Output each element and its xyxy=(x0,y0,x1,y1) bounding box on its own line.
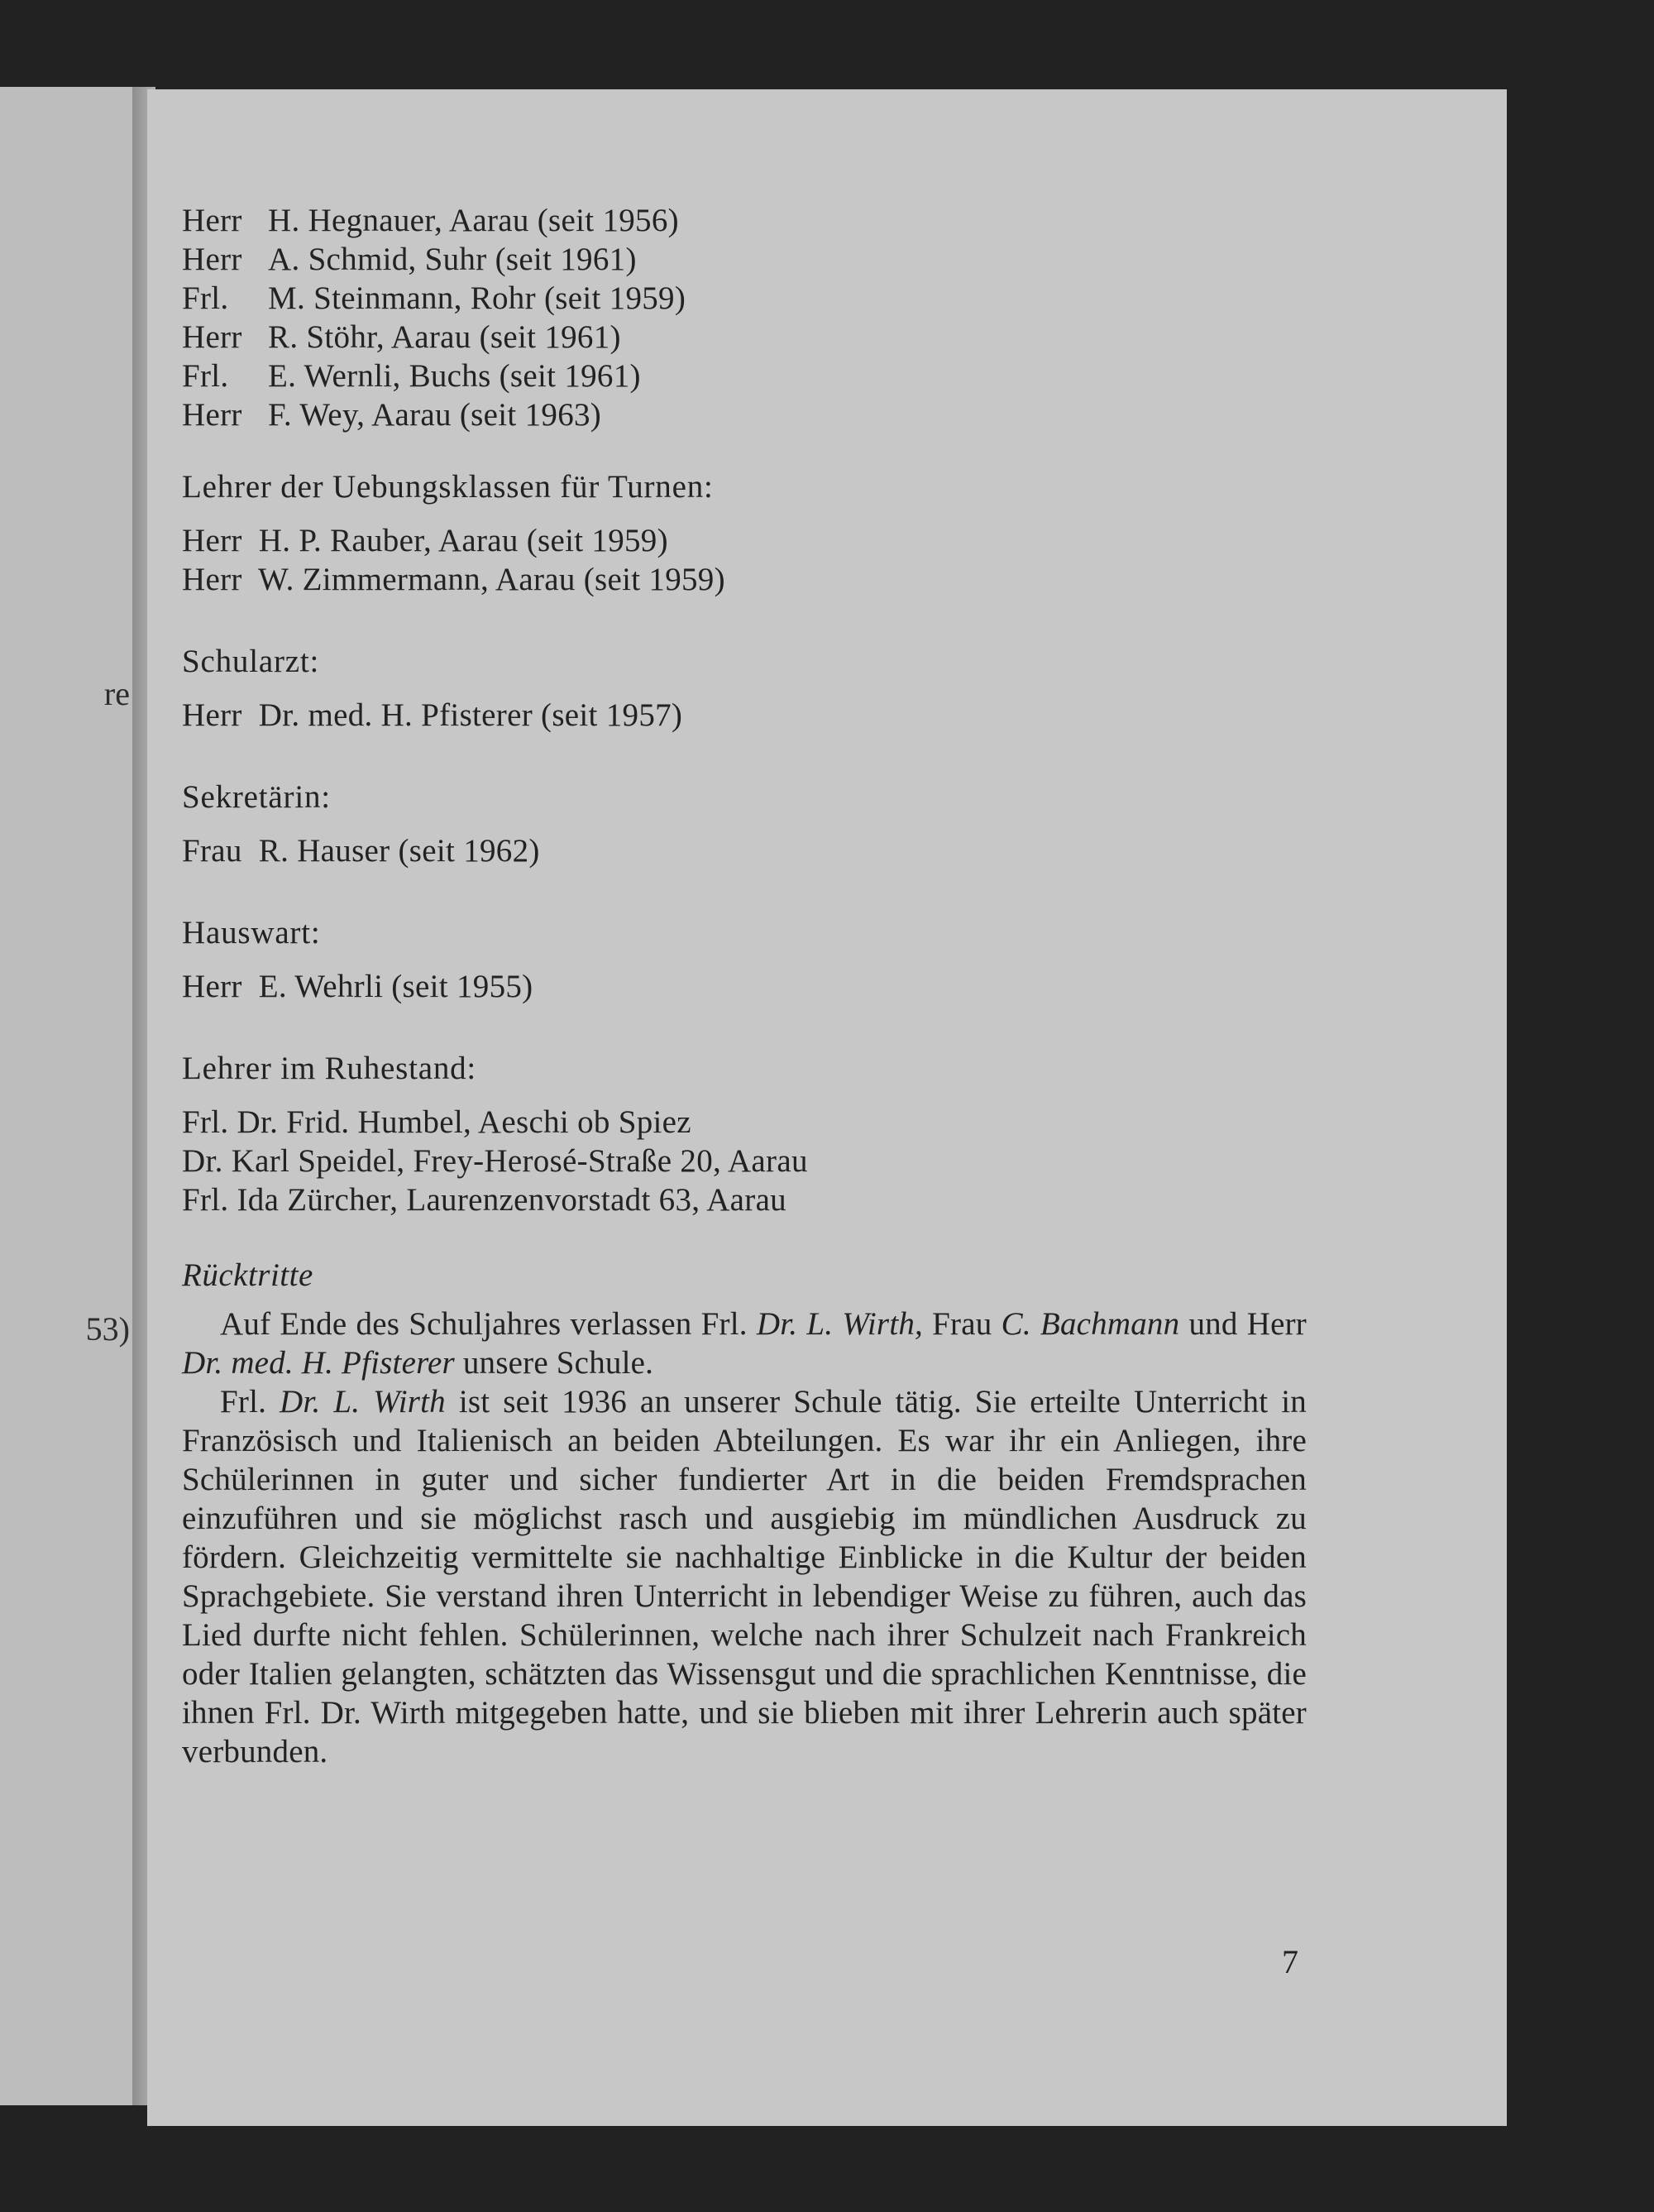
list-item: Frl. Ida Zürcher, Laurenzenvorstadt 63, Aarau xyxy=(182,1182,786,1218)
text-run: Frau xyxy=(923,1306,1001,1342)
text-run: ist seit 1936 an unserer Schule tätig. Sie erteilte Unterricht in Französisch und Italienisch an beiden Abteilungen. Es war ihr ein Anliegen, ihre Schülerinnen in guter und sicher fundierter Art in die beiden Fremdsprachen einzuführen und sie möglichst rasch und ausgiebig im mündlichen Ausdruck zu fördern. Gleichzeitig vermittelte sie nachhaltige Einblicke in die Kultur der beiden Sprachgebiete. Sie verstand ihren Unterricht in lebendiger Weise zu führen, auch das Lied durfte nicht fehlen. Schülerinnen, welche nach ihrer Schulzeit nach Frankreich oder Italien gelangten, schätzten das Wissensgut und die sprachlichen Kenntnisse, die ihnen Frl. Dr. Wirth mitgegeben hatte, und sie blieben mit ihrer Lehrerin auch später verbunden. xyxy=(182,1384,1307,1769)
paragraph xyxy=(182,1382,1307,1771)
list-item: Herr W. Zimmermann, Aarau (seit 1959) xyxy=(182,562,725,597)
section-heading-hauswart: Hauswart: xyxy=(182,915,321,950)
staff-title: Herr xyxy=(182,203,242,238)
text-run: und Herr xyxy=(1179,1306,1307,1342)
list-item: Herr H. P. Rauber, Aarau (seit 1959) xyxy=(182,523,668,558)
text-run: Auf Ende des Schuljahres verlassen Frl. xyxy=(220,1306,757,1342)
list-item: Frau R. Hauser (seit 1962) xyxy=(182,833,540,869)
document-page xyxy=(147,89,1507,2126)
section-heading-sekretaerin: Sekretärin: xyxy=(182,779,331,815)
left-page-fragment: re xyxy=(103,675,130,712)
list-item: Dr. Karl Speidel, Frey-Herosé-Straße 20, Aarau xyxy=(182,1143,808,1179)
section-title-ruecktritte: Rücktritte xyxy=(182,1257,313,1293)
left-page-edge xyxy=(0,87,136,2105)
staff-title: Frl. xyxy=(182,280,229,316)
staff-entry xyxy=(182,357,1307,395)
paragraph xyxy=(182,1305,1307,1382)
text-run: unsere Schule. xyxy=(454,1345,654,1381)
section-heading-schularzt: Schularzt: xyxy=(182,644,320,679)
staff-name: H. Hegnauer, Aarau (seit 1956) xyxy=(268,203,679,238)
section-heading-turnen: Lehrer der Uebungsklassen für Turnen: xyxy=(182,469,714,505)
staff-title: Herr xyxy=(182,397,242,433)
staff-entry xyxy=(182,318,1307,357)
staff-name: A. Schmid, Suhr (seit 1961) xyxy=(268,242,637,277)
staff-entry xyxy=(182,240,1307,279)
staff-title: Herr xyxy=(182,319,242,355)
section-heading-ruhestand: Lehrer im Ruhestand: xyxy=(182,1051,477,1086)
text-run: Frl. xyxy=(220,1384,280,1420)
italic-name: Dr. L. Wirth, xyxy=(756,1306,923,1342)
list-item: Herr E. Wehrli (seit 1955) xyxy=(182,969,533,1004)
page-content xyxy=(182,201,1307,1771)
staff-name: E. Wernli, Buchs (seit 1961) xyxy=(268,358,641,394)
staff-title: Frl. xyxy=(182,358,229,394)
italic-name: C. Bachmann xyxy=(1001,1306,1180,1342)
list-item: Herr Dr. med. H. Pfisterer (seit 1957) xyxy=(182,697,683,733)
page-number: 7 xyxy=(1282,1943,1298,1980)
staff-name: M. Steinmann, Rohr (seit 1959) xyxy=(268,280,686,316)
staff-entry xyxy=(182,395,1307,434)
italic-name: Dr. L. Wirth xyxy=(280,1384,446,1420)
staff-title: Herr xyxy=(182,242,242,277)
staff-list xyxy=(182,201,1307,434)
staff-name: F. Wey, Aarau (seit 1963) xyxy=(268,397,602,433)
list-item: Frl. Dr. Frid. Humbel, Aeschi ob Spiez xyxy=(182,1104,691,1140)
staff-entry xyxy=(182,279,1307,318)
staff-name: R. Stöhr, Aarau (seit 1961) xyxy=(268,319,621,355)
left-page-fragment: 53) xyxy=(85,1310,130,1348)
staff-entry xyxy=(182,201,1307,240)
italic-name: Dr. med. H. Pfisterer xyxy=(182,1345,455,1381)
